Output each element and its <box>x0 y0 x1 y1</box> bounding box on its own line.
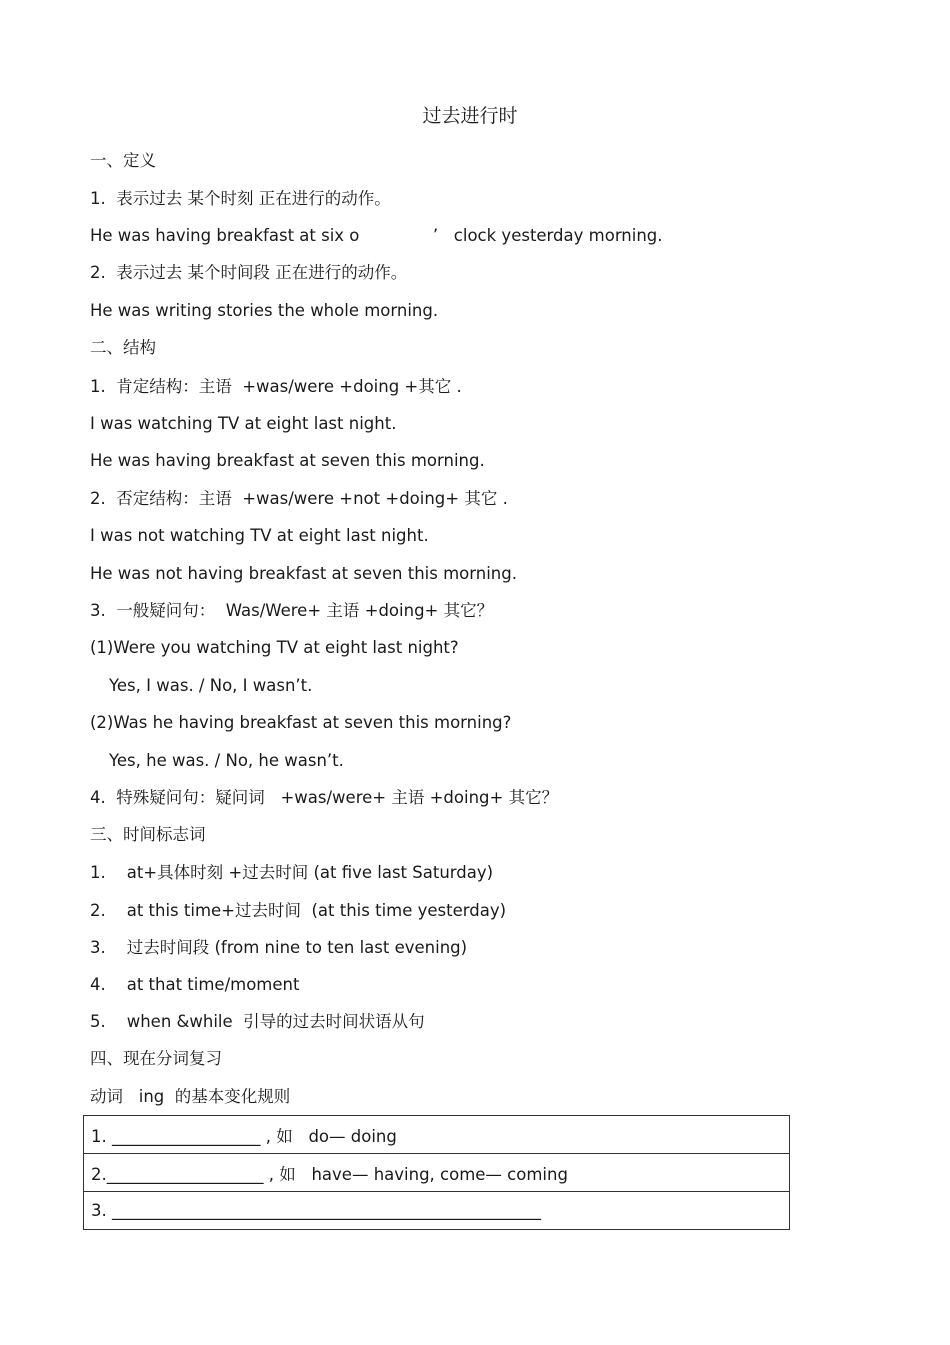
example-sentence: He was having breakfast at seven this morning. <box>90 451 485 470</box>
time-marker-item: 2. at this time+过去时间 (at this time yesterday) <box>90 901 507 920</box>
time-marker-item: 4. at that time/moment <box>90 975 300 994</box>
structure-wh-question: 4. 特殊疑问句：疑问词 +was/were+ 主语 +doing+ 其它？ <box>90 788 559 807</box>
example-sentence: I was watching TV at eight last night. <box>90 414 397 433</box>
table-row <box>84 1116 790 1154</box>
page-title: 过去进行时 <box>422 105 518 127</box>
example-question: (1)Were you watching TV at eight last night? <box>90 638 459 657</box>
structure-affirmative: 1. 肯定结构：主语 +was/were +doing +其它 . <box>90 377 462 396</box>
section-heading-present-participle: 四、现在分词复习 <box>90 1049 222 1068</box>
time-marker-item: 3. 过去时间段 (from nine to ten last evening) <box>90 938 468 957</box>
table-row <box>84 1154 790 1192</box>
time-marker-item: 5. when &while 引导的过去时间状语从句 <box>90 1012 425 1031</box>
section-heading-definition: 一、定义 <box>90 151 156 170</box>
section-heading-structure: 二、结构 <box>90 338 156 357</box>
section-heading-time-markers: 三、时间标志词 <box>90 825 206 844</box>
example-answer: Yes, he was. / No, he wasn’t. <box>109 751 344 770</box>
example-sentence: He was not having breakfast at seven this morning. <box>90 564 517 583</box>
structure-yes-no-question: 3. 一般疑问句： Was/Were+ 主语 +doing+ 其它？ <box>90 601 494 620</box>
example-question: (2)Was he having breakfast at seven this morning? <box>90 713 512 732</box>
table-cell: 1. __________________ , 如 do— doing <box>84 1116 790 1154</box>
table-cell: 2.___________________ , 如 have— having, come— coming <box>84 1154 790 1192</box>
example-answer: Yes, I was. / No, I wasn’t. <box>109 676 313 695</box>
example-sentence: He was having breakfast at six o ’ clock yesterday morning. <box>90 226 663 245</box>
time-marker-item: 1. at+具体时刻 +过去时间 (at five last Saturday) <box>90 863 494 882</box>
table-cell: 3. ____________________________________________________ <box>84 1192 790 1230</box>
rules-caption: 动词 ing 的基本变化规则 <box>90 1087 291 1106</box>
definition-item-2: 2. 表示过去 某个时间段 正在进行的动作。 <box>90 263 408 282</box>
definition-item-1: 1. 表示过去 某个时刻 正在进行的动作。 <box>90 189 391 208</box>
ing-rules-table <box>83 1115 790 1230</box>
example-sentence: He was writing stories the whole morning. <box>90 301 439 320</box>
table-row <box>84 1192 790 1230</box>
example-sentence: I was not watching TV at eight last night. <box>90 526 429 545</box>
structure-negative: 2. 否定结构：主语 +was/were +not +doing+ 其它 . <box>90 489 508 508</box>
